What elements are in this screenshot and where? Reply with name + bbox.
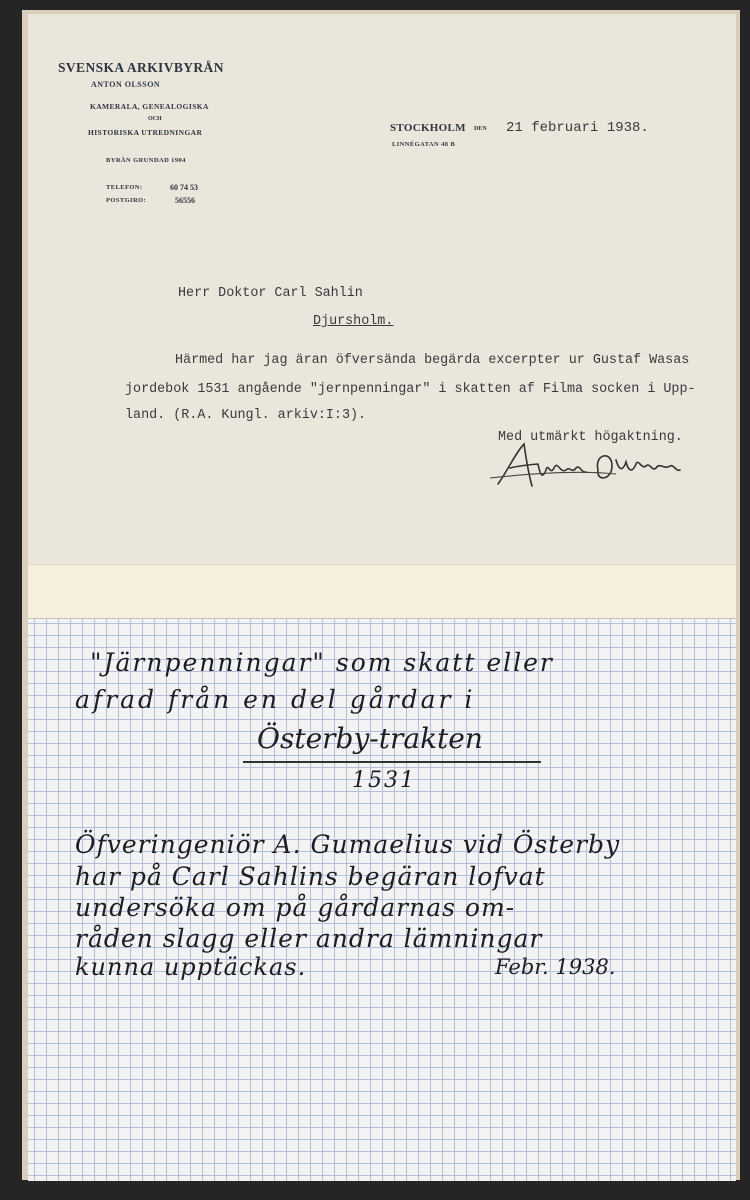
note-heading: Österby-trakten <box>257 722 483 755</box>
handwritten-signature <box>486 440 686 494</box>
letterhead-established: BYRÅN GRUNDAD 1904 <box>106 157 186 164</box>
letterhead-postgiro-value: 56556 <box>175 196 195 205</box>
note-line: "Järnpenningar" som skatt eller <box>90 648 554 677</box>
letterhead-owner: ANTON OLSSON <box>91 80 161 89</box>
letterhead-telephone-value: 60 74 53 <box>170 183 198 192</box>
note-date: Febr. 1938. <box>495 955 616 979</box>
letter-recipient-city: Djursholm. <box>313 314 394 329</box>
note-line: har på Carl Sahlins begäran lofvat <box>75 862 546 891</box>
note-line: undersöka om på gårdarnas om- <box>75 893 516 922</box>
letterhead-postgiro-label: POSTGIRO: <box>106 197 147 204</box>
note-line: kunna upptäckas. <box>75 953 307 981</box>
letterhead-den: DEN <box>474 126 487 132</box>
note-line: afrad från en del gårdar i <box>75 685 476 714</box>
note-year: 1531 <box>352 768 416 793</box>
letterhead-city: STOCKHOLM <box>390 122 466 134</box>
letterhead-street: LINNÉGATAN 48 B <box>392 141 456 148</box>
letter-body-line: jordebok 1531 angående "jernpenningar" i skatten af Filma socken i Upp- <box>125 382 696 397</box>
letter-recipient: Herr Doktor Carl Sahlin <box>178 286 363 301</box>
letterhead-services-line1: KAMERALA, GENEALOGISKA <box>90 102 209 111</box>
letterhead-services-och: OCH <box>148 116 162 122</box>
letterhead-telephone-label: TELEFON: <box>106 184 143 191</box>
note-underline <box>243 761 541 763</box>
letter-body-line: Härmed har jag äran öfversända begärda excerpter ur Gustaf Wasas <box>175 353 690 368</box>
note-line: Öfveringeniör A. Gumaelius vid Österby <box>75 830 621 859</box>
note-line: råden slagg eller andra lämningar <box>75 924 543 953</box>
letterhead-services-line2: HISTORISKA UTREDNINGAR <box>88 128 203 137</box>
letter-closing: Med utmärkt högaktning. <box>498 430 683 445</box>
letter-body-line: land. (R.A. Kungl. arkiv:I:3). <box>125 408 367 423</box>
letter-date: 21 februari 1938. <box>506 120 649 136</box>
letterhead-firm-name: SVENSKA ARKIVBYRÅN <box>58 60 224 75</box>
